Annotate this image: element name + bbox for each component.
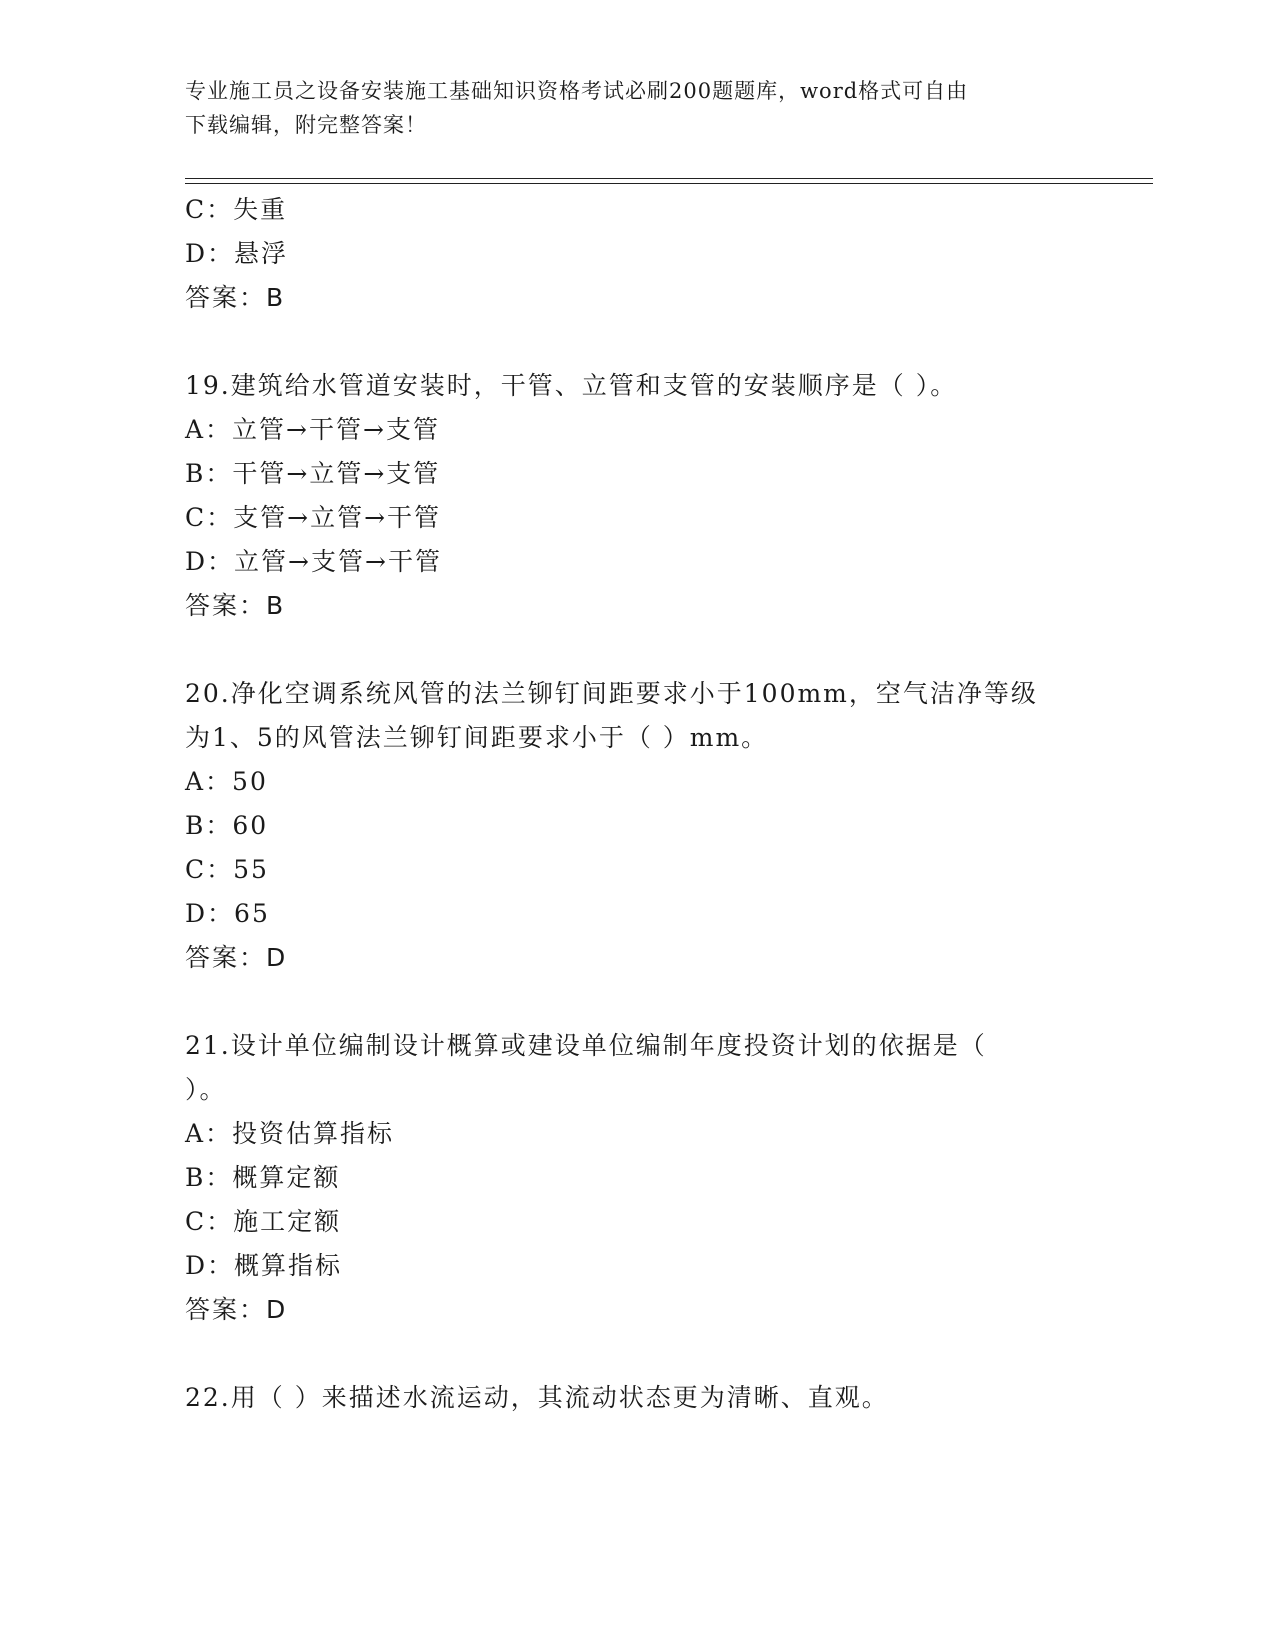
q19-option-b: B：干管→立管→支管 [185, 459, 441, 488]
q20-option-d: D：65 [185, 899, 270, 928]
header-divider-top [185, 178, 1153, 179]
q21-option-c: C：施工定额 [185, 1207, 342, 1236]
q20-option-a: A：50 [185, 767, 268, 796]
q19-question: 19.建筑给水管道安装时，干管、立管和支管的安装顺序是（ ）。 [185, 371, 958, 400]
header-divider-bottom [185, 183, 1153, 184]
q21-answer: 答案：D [185, 1295, 288, 1324]
q18-answer: 答案：B [185, 283, 286, 312]
q20-question-line-2: 为1、5的风管法兰铆钉间距要求小于（ ）mm。 [185, 723, 769, 752]
q21-option-b: B：概算定额 [185, 1163, 341, 1192]
q19-option-a: A：立管→干管→支管 [185, 415, 440, 444]
q20-answer: 答案：D [185, 943, 288, 972]
q21-option-a: A：投资估算指标 [185, 1119, 395, 1148]
header-line-2: 下载编辑，附完整答案！ [185, 113, 427, 137]
document-header [185, 74, 1085, 142]
q21-option-d: D：概算指标 [185, 1251, 343, 1280]
q19-option-c: C：支管→立管→干管 [185, 503, 442, 532]
q20-option-b: B：60 [185, 811, 269, 840]
q19-option-d: D：立管→支管→干管 [185, 547, 442, 576]
q20-option-c: C：55 [185, 855, 269, 884]
q21-question-line-1: 21.设计单位编制设计概算或建设单位编制年度投资计划的依据是（ [185, 1031, 987, 1060]
q22-question: 22.用（ ）来描述水流运动，其流动状态更为清晰、直观。 [185, 1383, 889, 1412]
q21-question-line-2: ）。 [185, 1075, 227, 1104]
q20-question-line-1: 20.净化空调系统风管的法兰铆钉间距要求小于100mm，空气洁净等级 [185, 679, 1038, 708]
q18-option-c: C：失重 [185, 195, 288, 224]
q18-option-d: D：悬浮 [185, 239, 289, 268]
header-line-1: 专业施工员之设备安装施工基础知识资格考试必刷200题题库，word格式可自由 [185, 79, 969, 103]
q19-answer: 答案：B [185, 591, 286, 620]
